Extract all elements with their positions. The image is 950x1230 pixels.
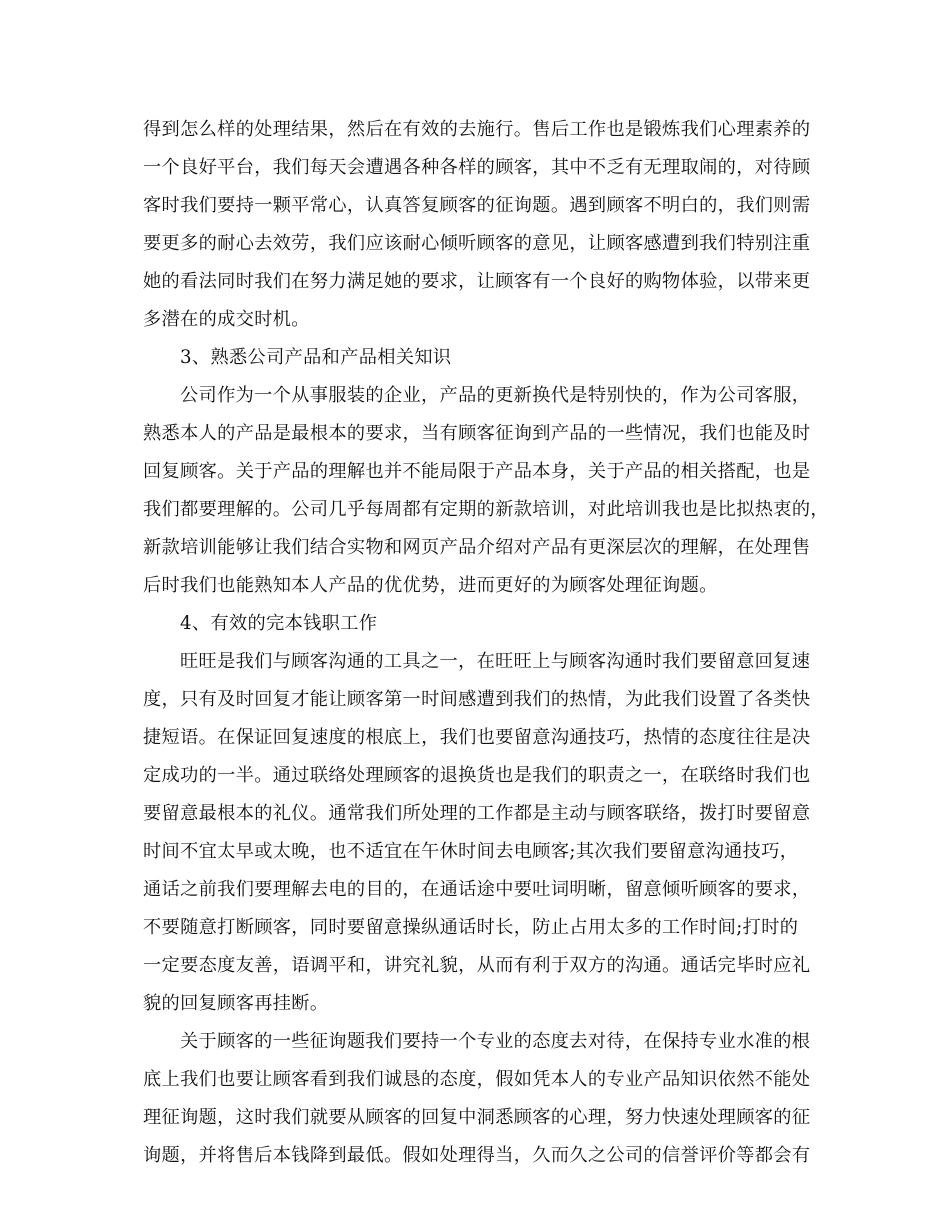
paragraph-line: 一个良好平台，我们每天会遭遇各种各样的顾客，其中不乏有无理取闹的，对待顾: [143, 157, 811, 178]
paragraph-line: 捷短语。在保证回复速度的根底上，我们也要留意沟通技巧，热情的态度往往是决: [143, 727, 811, 748]
section-heading: 3、熟悉公司产品和产品相关知识: [180, 347, 452, 368]
paragraph-line: 通话之前我们要理解去电的目的，在通话途中要吐词明晰，留意倾听顾客的要求，: [143, 879, 811, 900]
paragraph-line: 不要随意打断顾客，同时要留意操纵通话时长，防止占用太多的工作时间;打时的: [143, 917, 799, 938]
paragraph-line: 理征询题，这时我们就要从顾客的回复中洞悉顾客的心理，努力快速处理顾客的征: [143, 1107, 811, 1128]
paragraph-line: 询题，并将售后本钱降到最低。假如处理得当，久而久之公司的信誉评价等都会有: [143, 1145, 811, 1166]
paragraph-line: 度，只有及时回复才能让顾客第一时间感遭到我们的热情，为此我们设置了各类快: [143, 689, 811, 710]
paragraph-line: 一定要态度友善，语调平和，讲究礼貌，从而有利于双方的沟通。通话完毕时应礼: [143, 955, 811, 976]
paragraph-line: 时间不宜太早或太晚，也不适宜在午休时间去电顾客;其次我们要留意沟通技巧，: [143, 841, 799, 862]
paragraph-line: 我们都要理解的。公司几乎每周都有定期的新款培训，对此培训我也是比拟热衷的，: [143, 499, 829, 520]
paragraph-line: 底上我们也要让顾客看到我们诚恳的态度，假如凭本人的专业产品知识依然不能处: [143, 1069, 811, 1090]
paragraph-line: 回复顾客。关于产品的理解也并不能局限于产品本身，关于产品的相关搭配，也是: [143, 461, 811, 482]
paragraph-line: 客时我们要持一颗平常心，认真答复顾客的征询题。遇到顾客不明白的，我们则需: [143, 195, 811, 216]
section-heading: 4、有效的完本钱职工作: [180, 613, 378, 634]
paragraph-line: 貌的回复顾客再挂断。: [143, 993, 329, 1014]
paragraph-line: 要更多的耐心去效劳，我们应该耐心倾听顾客的意见，让顾客感遭到我们特别注重: [143, 233, 811, 254]
paragraph-line: 要留意最根本的礼仪。通常我们所处理的工作都是主动与顾客联络，拨打时要留意: [143, 803, 811, 824]
paragraph-line: 旺旺是我们与顾客沟通的工具之一，在旺旺上与顾客沟通时我们要留意回复速: [180, 651, 811, 672]
paragraph-line: 得到怎么样的处理结果，然后在有效的去施行。售后工作也是锻炼我们心理素养的: [143, 119, 811, 140]
paragraph-line: 公司作为一个从事服装的企业，产品的更新换代是特别快的，作为公司客服，: [180, 385, 811, 406]
paragraph-line: 新款培训能够让我们结合实物和网页产品介绍对产品有更深层次的理解，在处理售: [143, 537, 811, 558]
paragraph-line: 关于顾客的一些征询题我们要持一个专业的态度去对待，在保持专业水准的根: [180, 1031, 811, 1052]
paragraph-line: 熟悉本人的产品是最根本的要求，当有顾客征询到产品的一些情况，我们也能及时: [143, 423, 811, 444]
paragraph-line: 后时我们也能熟知本人产品的优优势，进而更好的为顾客处理征询题。: [143, 575, 718, 596]
paragraph-line: 多潜在的成交时机。: [143, 309, 310, 330]
paragraph-line: 她的看法同时我们在努力满足她的要求，让顾客有一个良好的购物体验，以带来更: [143, 271, 811, 292]
paragraph-line: 定成功的一半。通过联络处理顾客的退换货也是我们的职责之一，在联络时我们也: [143, 765, 811, 786]
